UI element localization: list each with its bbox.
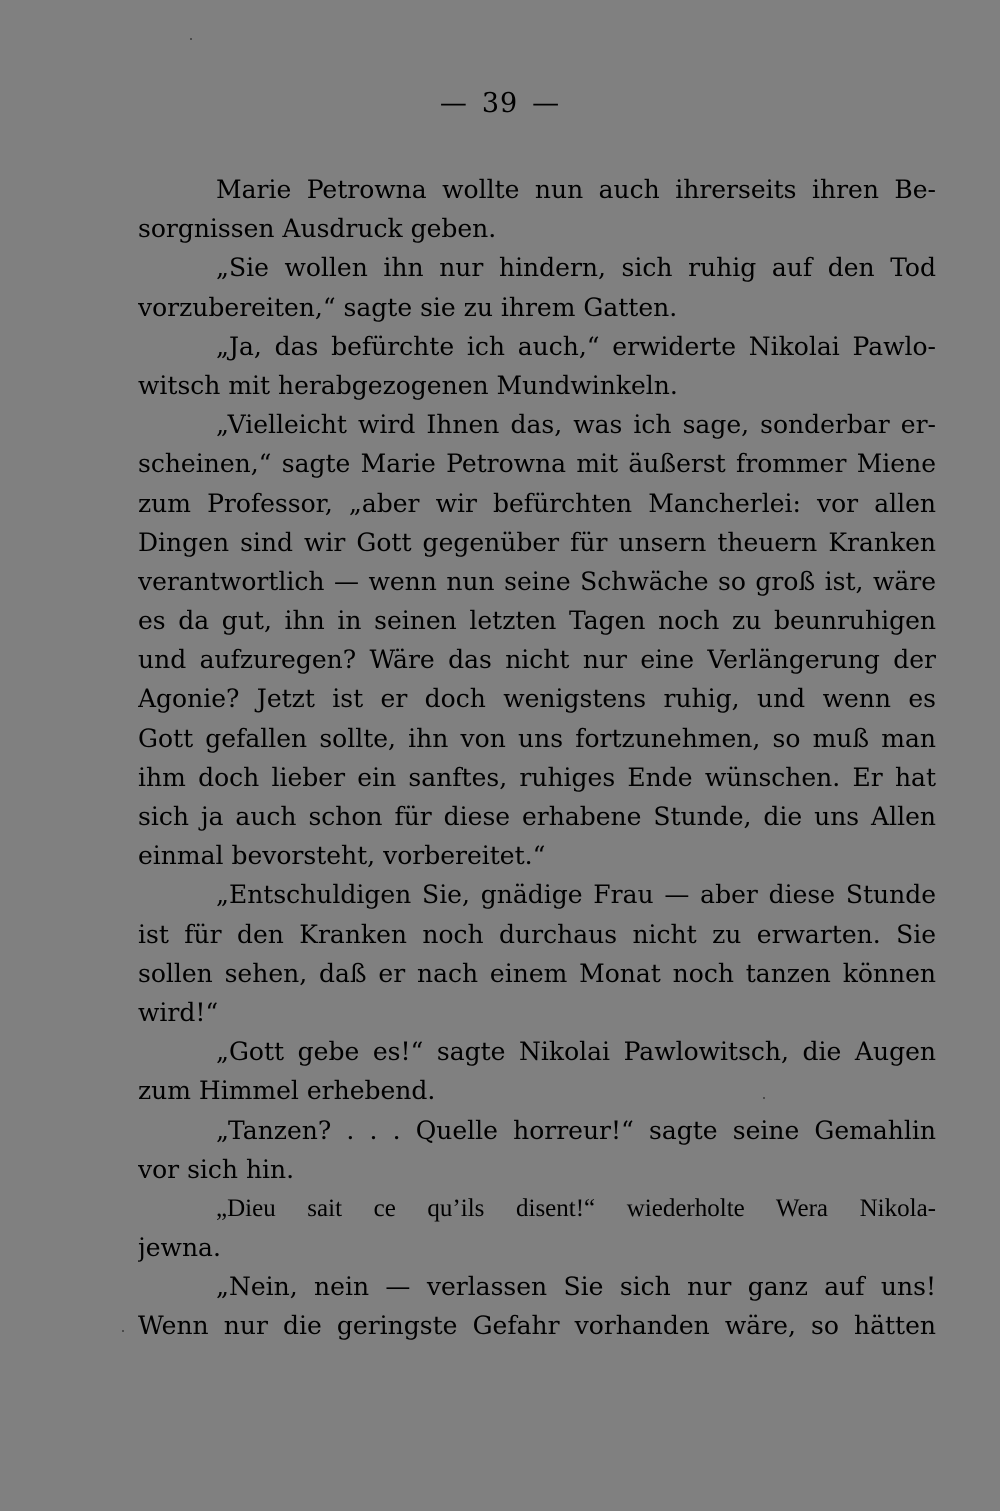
text-line: es da gut, ihn in seinen letzten Tagen noch zu beunruhigen [138,606,936,636]
paper-speck [122,1330,124,1332]
right-dash: — [532,88,561,119]
text-line: einmal bevorsteht, vorbereitet.“ [138,841,546,871]
text-line: sorgnissen Ausdruck geben. [138,214,497,244]
text-line: Gott gefallen sollte, ihn von uns fortzunehmen, so muß man [138,723,936,753]
text-line: „Ja, das befürchte ich auch,“ erwiderte Nikolai Pawlo- [216,331,936,361]
text-line: „Entschuldigen Sie, gnädige Frau — aber diese Stunde [216,880,936,910]
text-line: „Gott gebe es!“ sagte Nikolai Pawlowitsch, die Augen [216,1037,936,1067]
left-dash: — [439,88,468,119]
text-line: zum Professor, „aber wir befürchten Mancherlei: vor allen [138,488,936,518]
paper-speck [763,1097,765,1099]
text-line: wird!“ [138,997,219,1027]
text-line: jewna. [138,1233,221,1263]
text-line: „Tanzen? . . . Quelle horreur!“ sagte seine Gemahlin [216,1115,936,1145]
text-line: Marie Petrowna wollte nun auch ihrerseits ihren Be- [216,175,936,204]
page-number-header [0,88,1000,119]
text-line: Wenn nur die geringste Gefahr vorhanden wäre, so hätten [138,1311,936,1341]
text-line: zum Himmel erhebend. [138,1076,436,1106]
text-line: sich ja auch schon für diese erhabene Stunde, die uns Allen [138,802,936,831]
text-line: sollen sehen, daß er nach einem Monat noch tanzen können [138,958,936,988]
text-line: „Vielleicht wird Ihnen das, was ich sage, sonderbar er- [216,410,936,440]
text-line: vorzubereiten,“ sagte sie zu ihrem Gatten. [138,292,678,322]
body-text [138,170,936,1346]
text-line: Dingen sind wir Gott gegenüber für unsern theuern Kranken [138,527,936,557]
text-line: „Sie wollen ihn nur hindern, sich ruhig auf den Tod [216,253,936,283]
paper-speck [190,38,192,40]
text-line: verantwortlich — wenn nun seine Schwäche so groß ist, wäre [138,566,936,596]
text-line: scheinen,“ sagte Marie Petrowna mit äußerst frommer Miene [138,449,936,479]
page-number: 39 [481,88,519,119]
text-line: und aufzuregen? Wäre das nicht nur eine Verlängerung der [138,645,936,675]
text-line: vor sich hin. [138,1154,295,1184]
text-line: witsch mit herabgezogenen Mundwinkeln. [138,370,678,400]
text-line: „Dieu sait ce qu’ils disent!“ wiederholte Wera Nikola- [216,1194,936,1222]
text-line: „Nein, nein — verlassen Sie sich nur ganz auf uns! [216,1272,936,1302]
text-line: Agonie? Jetzt ist er doch wenigstens ruhig, und wenn es [138,684,936,714]
text-line: ist für den Kranken noch durchaus nicht zu erwarten. Sie [138,919,936,949]
text-line: ihm doch lieber ein sanftes, ruhiges Ende wünschen. Er hat [138,762,936,792]
